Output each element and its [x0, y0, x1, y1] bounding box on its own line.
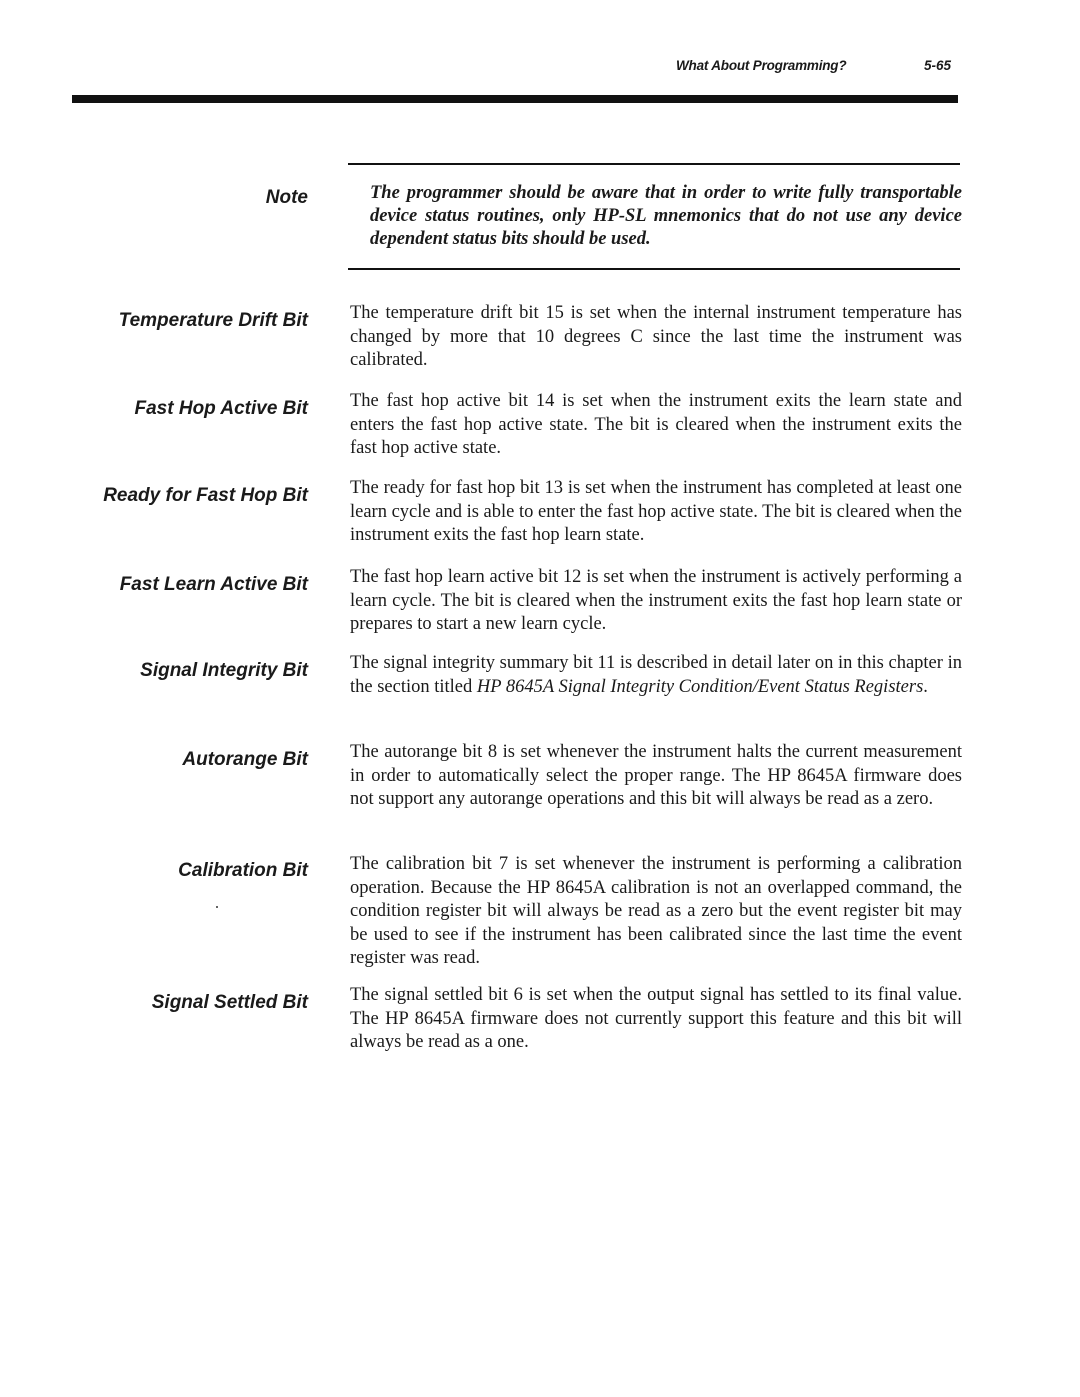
section-label-signal-settled-bit: Signal Settled Bit — [151, 992, 308, 1013]
header-rule — [72, 95, 958, 103]
running-header — [0, 58, 1080, 82]
note-text: The programmer should be aware that in order to write fully transportable device status routines, only HP-SL mnemonics that do not use any device dependent status bits should be used. — [370, 183, 962, 249]
note-rule-top — [348, 163, 960, 165]
signal-integrity-reference: HP 8645A Signal Integrity Condition/Event Status Registers — [476, 676, 924, 697]
stray-mark — [216, 906, 218, 908]
section-label-temperature-drift-bit: Temperature Drift Bit — [118, 310, 308, 331]
section-text-autorange-bit: The autorange bit 8 is set whenever the instrument halts the current measurement in order to automatically select the proper range. The HP 8645A firmware does not support any autorange operations and this bit will always be read as a zero. — [350, 742, 962, 809]
note-rule-bottom — [348, 268, 960, 270]
section-text-fast-learn-active-bit: The fast hop learn active bit 12 is set when the instrument is actively performing a learn cycle. The bit is cleared when the instrument exits the fast hop learn state or prepares to start a new learn cycle. — [350, 567, 962, 634]
section-label-calibration-bit: Calibration Bit — [178, 860, 308, 881]
section-label-signal-integrity-bit: Signal Integrity Bit — [140, 660, 308, 681]
section-label-fast-learn-active-bit: Fast Learn Active Bit — [119, 574, 308, 595]
section-label-fast-hop-active-bit: Fast Hop Active Bit — [134, 398, 308, 419]
signal-integrity-text: The signal integrity summary bit 11 is described in detail later on in this chapter in the section titled — [350, 653, 962, 697]
section-label-autorange-bit: Autorange Bit — [182, 749, 308, 770]
header-title: What About Programming? — [676, 58, 847, 73]
page-number: 5-65 — [924, 58, 952, 73]
section-label-ready-for-fast-hop-bit: Ready for Fast Hop Bit — [103, 485, 308, 506]
signal-integrity-text-end: . — [923, 676, 928, 697]
section-text-calibration-bit: The calibration bit 7 is set whenever the instrument is performing a calibration operation. Because the HP 8645A calibration is not an overlapped command, the condition register bit will always be read as a zero but the event register bit may be used to see if the instrument has been calibrated since the last time the event register was read. — [350, 854, 962, 968]
section-text-fast-hop-active-bit: The fast hop active bit 14 is set when the instrument exits the learn state and enters the fast hop active state. The bit is cleared when the instrument exits the fast hop active state. — [350, 391, 962, 458]
section-text-signal-settled-bit: The signal settled bit 6 is set when the output signal has settled to its final value. The HP 8645A firmware does not currently support this feature and this bit will always be read as a one. — [350, 985, 962, 1052]
section-text-temperature-drift-bit: The temperature drift bit 15 is set when the internal instrument temperature has changed by more that 10 degrees C since the last time the instrument was calibrated. — [350, 303, 962, 370]
note-label: Note — [265, 187, 308, 208]
section-text-signal-integrity-bit — [350, 652, 962, 699]
section-text-ready-for-fast-hop-bit: The ready for fast hop bit 13 is set when the instrument has completed at least one learn cycle and is able to enter the fast hop active state. The bit is cleared when the instrument exits the fast hop learn state. — [350, 478, 962, 545]
